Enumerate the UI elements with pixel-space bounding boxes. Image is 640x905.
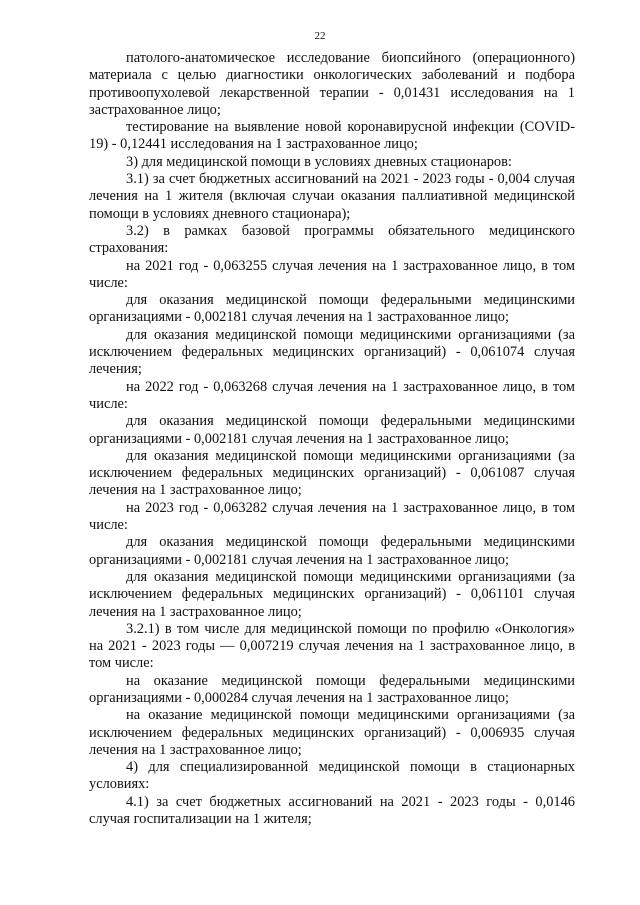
paragraph: на 2022 год - 0,063268 случая лечения на 1 застрахованное лицо, в том числе: [89, 378, 575, 412]
paragraph: патолого-анатомическое исследование биопсийного (операционного) материала с целью диагностики онкологических заболеваний и подбора противоопухолевой лекарственной терапии - 0,01431 исследования на 1 застрахованное лицо; [89, 50, 575, 118]
paragraph: для оказания медицинской помощи федеральными медицинскими организациями - 0,002181 случая лечения на 1 застрахованное лицо; [89, 413, 575, 447]
paragraph: на 2023 год - 0,063282 случая лечения на 1 застрахованное лицо, в том числе: [89, 499, 575, 534]
paragraph: на 2021 год - 0,063255 случая лечения на 1 застрахованное лицо, в том числе: [89, 257, 575, 291]
paragraph: для оказания медицинской помощи медицинскими организациями (за исключением федеральных медицинских организаций) - 0,061087 случая лечения на 1 застрахованное лицо; [89, 447, 575, 499]
page-number: 22 [314, 30, 326, 42]
paragraph: 3.2.1) в том числе для медицинской помощи по профилю «Онкология» на 2021 - 2023 годы — 0,007219 случая лечения на 1 застрахованное лицо, в том числе: [89, 620, 575, 672]
document-body [89, 50, 575, 828]
paragraph: 3.1) за счет бюджетных ассигнований на 2021 - 2023 годы - 0,004 случая лечения на 1 жителя (включая случаи оказания паллиативной медицинской помощи в условиях дневного стационара); [89, 171, 575, 222]
paragraph: на оказание медицинской помощи федеральными медицинскими организациями - 0,000284 случая лечения на 1 застрахованное лицо; [89, 672, 575, 706]
paragraph: для оказания медицинской помощи медицинскими организациями (за исключением федеральных медицинских организаций) - 0,061074 случая лечения; [89, 326, 575, 378]
paragraph: 3) для медицинской помощи в условиях дневных стационаров: [126, 153, 512, 170]
paragraph: для оказания медицинской помощи медицинскими организациями (за исключением федеральных медицинских организаций) - 0,061101 случая лечения на 1 застрахованное лицо; [89, 568, 575, 620]
paragraph: 4.1) за счет бюджетных ассигнований на 2021 - 2023 годы - 0,0146 случая госпитализации на 1 жителя; [89, 793, 575, 828]
paragraph: для оказания медицинской помощи федеральными медицинскими организациями - 0,002181 случая лечения на 1 застрахованное лицо; [89, 292, 575, 326]
paragraph: для оказания медицинской помощи федеральными медицинскими организациями - 0,002181 случая лечения на 1 застрахованное лицо; [89, 534, 575, 568]
paragraph: 3.2) в рамках базовой программы обязательного медицинского страхования: [89, 222, 575, 257]
paragraph: 4) для специализированной медицинской помощи в стационарных условиях: [89, 759, 575, 793]
paragraph: на оказание медицинской помощи медицинскими организациями (за исключением федеральных медицинских организаций) - 0,006935 случая лечения на 1 застрахованное лицо; [89, 707, 575, 758]
paragraph: тестирование на выявление новой коронавирусной инфекции (COVID-19) - 0,12441 исследования на 1 застрахованное лицо; [89, 119, 575, 153]
